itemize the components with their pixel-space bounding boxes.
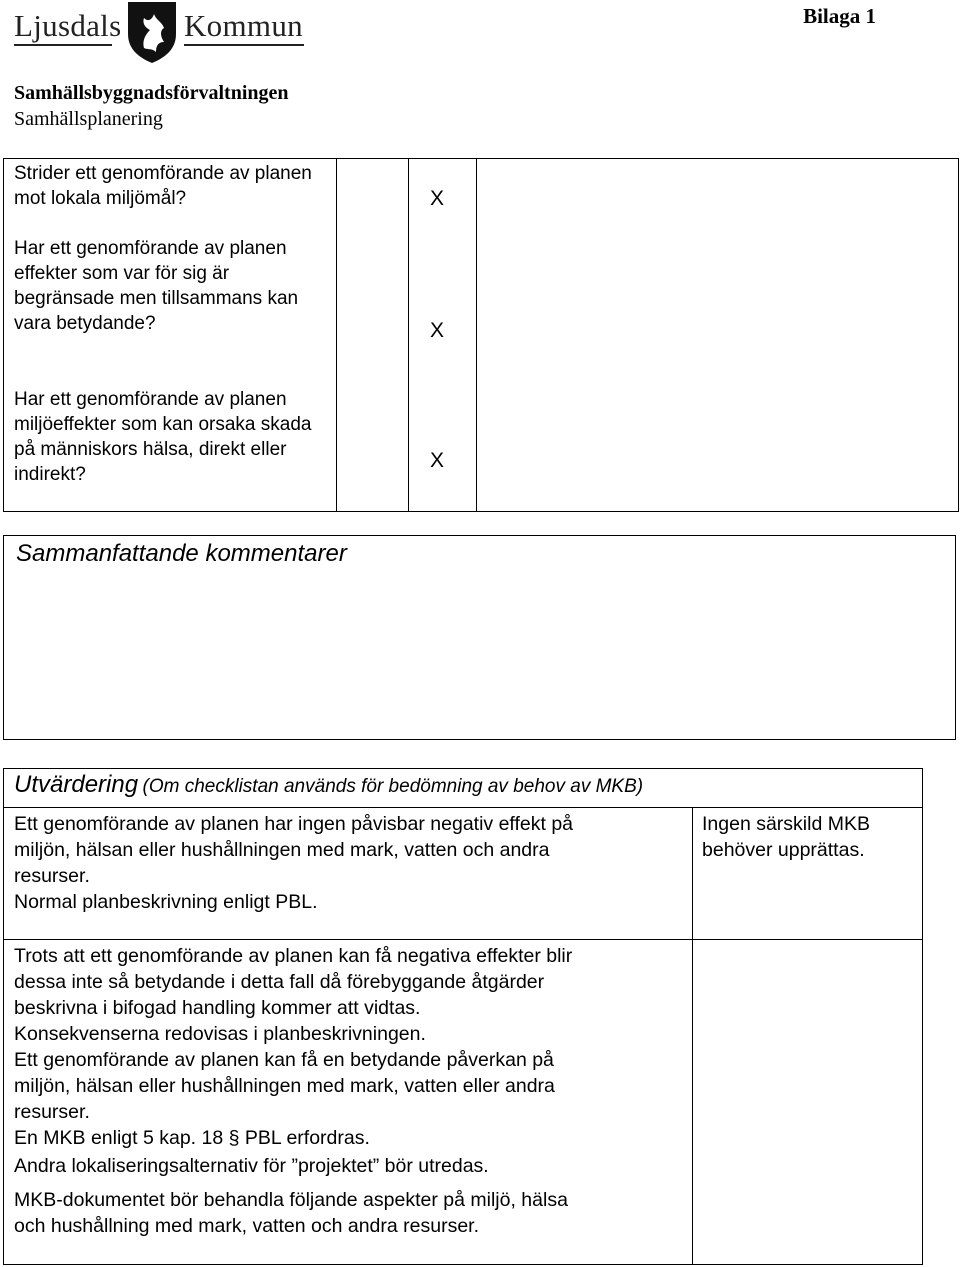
municipality-logo (14, 0, 314, 64)
text-line: Trots att ett genomförande av planen kan få negativa effekter blir (14, 945, 573, 967)
evaluation-option-mkb-aspects (14, 1187, 684, 1239)
evaluation-title: Utvärdering (14, 771, 139, 798)
checklist-mark: X (430, 319, 445, 342)
text-line: MKB-dokumentet bör behandla följande aspekter på miljö, hälsa (14, 1189, 568, 1211)
crest-icon (122, 0, 182, 64)
evaluation-subtitle: (Om checklistan används för bedömning av behov av MKB) (142, 776, 644, 797)
evaluation-option-alternatives (14, 1153, 684, 1179)
checklist-question: Har ett genomförande av planen effekter som var för sig är begränsade men tillsammans kan vara betydande? (14, 238, 299, 334)
evaluation-option-mkb-required (14, 1047, 684, 1151)
text-line: Andra lokaliseringsalternativ för ”projektet” bör utredas. (14, 1155, 489, 1177)
text-line: miljön, hälsan eller hushållningen med mark, vatten och andra (14, 839, 550, 861)
text-line: miljön, hälsan eller hushållningen med mark, vatten eller andra (14, 1075, 555, 1097)
text-line: Ett genomförande av planen kan få en betydande påverkan på (14, 1049, 554, 1071)
checklist-mark: X (430, 449, 445, 472)
text-line: Ett genomförande av planen har ingen påvisbar negativ effekt på (14, 813, 574, 835)
subdepartment-name: Samhällsplanering (14, 108, 163, 130)
row-divider (4, 807, 922, 808)
column-divider (408, 159, 409, 511)
appendix-label: Bilaga 1 (803, 4, 876, 28)
text-line: resurser. (14, 1101, 90, 1123)
text-line: Ingen särskild MKB (702, 813, 870, 835)
text-line: och hushållning med mark, vatten och andra resurser. (14, 1215, 480, 1237)
checklist-question: Har ett genomförande av planen miljöeffekter som kan orsaka skada på människors hälsa, direkt eller indirekt? (14, 389, 312, 485)
logo-underline-left (14, 44, 112, 46)
column-divider (336, 159, 337, 511)
text-line: Normal planbeskrivning enligt PBL. (14, 891, 318, 913)
summary-title: Sammanfattande kommentarer (16, 540, 347, 567)
evaluation-option-mitigated (14, 943, 684, 1047)
text-line: dessa inte så betydande i detta fall då förebyggande åtgärder (14, 971, 545, 993)
evaluation-option-no-mkb (14, 811, 684, 915)
logo-text-right: Kommun (184, 8, 303, 43)
text-line: En MKB enligt 5 kap. 18 § PBL erfordras. (14, 1127, 370, 1149)
checklist-table (3, 158, 959, 512)
text-line: beskrivna i bifogad handling kommer att vidtas. (14, 997, 421, 1019)
logo-underline-right (184, 44, 304, 46)
evaluation-heading (14, 771, 643, 799)
logo-text-left: Ljusdals (14, 8, 122, 43)
checklist-mark: X (430, 187, 445, 210)
department-name: Samhällsbyggnadsförvaltningen (14, 82, 289, 104)
text-line: Konsekvenserna redovisas i planbeskrivningen. (14, 1023, 426, 1045)
evaluation-table (3, 768, 923, 1265)
evaluation-result-note (702, 811, 912, 863)
summary-comments-box (3, 535, 956, 740)
checklist-question: Strider ett genomförande av planen mot lokala miljömål? (14, 163, 312, 209)
row-divider (4, 939, 922, 940)
text-line: behöver upprättas. (702, 839, 865, 861)
column-divider (476, 159, 477, 511)
column-divider (692, 807, 693, 1264)
text-line: resurser. (14, 865, 90, 887)
